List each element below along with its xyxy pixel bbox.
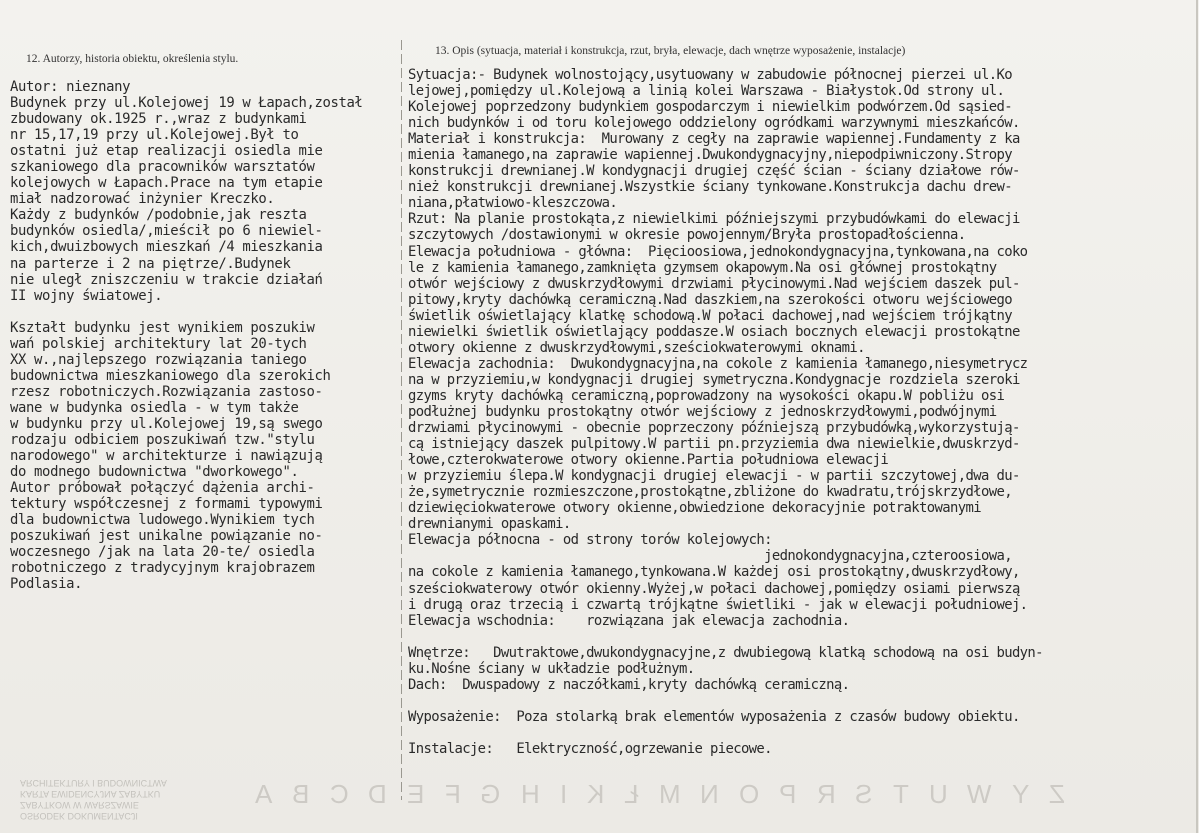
right-text-line: nich budynków i od toru kolejowego oddzielony ogródkami warzywnymi mieszkańców. [408,115,1020,132]
ghost-line: ARCHITEKTURY I BUDOWNICTWA [20,778,167,788]
left-text-line: nie uległ zniszczeniu w trakcie działań [10,271,323,288]
right-text-line: Wnętrze: Dwutraktowe,dwukondygnacyjne,z dwubiegową klatką schodową na osi budyn- [408,644,1043,661]
ghost-letter: Y [1011,778,1030,809]
left-text-line: robotniczego z tradycyjnym krajobrazem [10,560,315,577]
right-text-line: Elewacja północna - od strony torów kolejowych: [408,532,772,549]
right-text-line: Instalacje: Elektryczność,ogrzewanie piecowe. [408,740,772,757]
ghost-letter: B [292,778,310,809]
left-text-line: narodowego" w architekturze i nawiązują [10,448,323,465]
left-text-line: kolejowych w Łapach.Prace na tym etapie [10,175,323,192]
left-text-line: wane w budynka osiedla - w tym także [10,399,299,416]
right-text-line [408,629,1043,645]
left-text-line: rzesz robotniczych.Rozwiązania zastoso- [10,383,323,400]
ghost-letter: T [892,778,909,809]
left-text-line: dla budownictwa ludowego.Wynikiem tych [10,512,315,529]
left-text-line: kich,dwuizbowych mieszkań /4 mieszkania [10,239,323,256]
ghost-letter: N [700,778,719,809]
ghost-letter: I [559,778,567,809]
right-text-line: cą istniejący daszek pulpitowy.W partii pn.przyziemia dwa niewielkie,dwuskrzyd- [408,436,1020,453]
left-text-line: miał nadzorować inżynier Kreczko. [10,191,275,208]
right-text-line: lejowej,pomiędzy ul.Kolejową a linią kolei Warszawa - Białystok.Od strony ul. [408,83,1005,100]
bleed-through-alphabet-strip [255,774,1066,814]
right-text-line: niewielki świetlik oświetlający poddasze.W osiach bocznych elewacji prostokątne [408,323,1020,340]
left-text-line: ostatni już etap realizacji osiedla mie [10,143,323,160]
right-text-line: świetlik oświetlający klatkę schodową.W połaci dachowej,nad wejściem trójkątny [408,307,1012,324]
right-section-header: 13. Opis (sytuacja, materiał i konstrukcja, rzut, bryła, elewacje, dach wnętrze wyposażenie, instalacje) [435,45,906,57]
ghost-letter: Ł [624,778,639,809]
ghost-letter: U [928,778,948,809]
right-text-line: Kolejowej poprzedzony budynkiem gospodarczym i niewielkim podwórzem.Od sąsied- [408,99,1012,116]
right-text-line: jednokondygnacyjna,czteroosiowa, [408,548,1012,565]
ghost-letter: H [520,778,540,809]
ghost-letter: S [855,778,873,809]
right-text-line: i drugą oraz trzecią i czwartą trójkątne świetliki - jak w elewacji południowej. [408,596,1028,613]
right-text-line: gzyms kryty dachówką ceramiczną,poprowadzony na wysokości okapu.W pobliżu osi [408,387,1005,404]
ghost-letter: D [368,778,388,809]
right-text-line: łowe,czterokwaterowe otwory okienne.Partia południowa elewacji [408,452,889,469]
left-text-line: zbudowany ok.1925 r.,wraz z budynkami [10,111,307,128]
left-text-line: Każdy z budynków /podobnie,jak reszta [10,207,307,224]
right-text-line: mienia łamanego,na zaprawie wapiennej.Dwukondygnacyjny,niepodpiwniczony.Stropy [408,147,1012,164]
right-text-line: le z kamienia łamanego,zamknięta gzymsem okapowym.Na osi głównej prostokątny [408,259,997,276]
right-text-line: drzwiami płycinowymi - obecnie poprzeczony późniejszą przybudówką,wykorzystują- [408,420,1020,437]
right-text-line [408,693,1043,709]
left-text-line: XX w.,najlepszego rozwiązania taniego [10,351,307,368]
right-text-line: Materiał i konstrukcja: Murowany z cegły na zaprawie wapiennej.Fundamenty z ka [408,131,1020,148]
left-text-line: woczesnego /jak na lata 20-te/ osiedla [10,544,315,561]
ghost-letter: W [967,778,992,809]
right-text-line [408,725,1043,741]
bleed-through-stamp [20,777,167,821]
right-text-line: pitowy,kryty dachówką ceramiczną.Nad daszkiem,na szerokości otworu wejściowego [408,291,1012,308]
left-text-line: wań polskiej architektury lat 20-tych [10,335,307,352]
ghost-letter: F [444,778,461,809]
left-text-line: nr 15,17,19 przy ul.Kolejowej.Był to [10,127,299,144]
right-text-line: Elewacja wschodnia: rozwiązana jak elewacja zachodnia. [408,612,850,629]
left-text-line: Budynek przy ul.Kolejowej 19 w Łapach,został [10,95,363,112]
ghost-letter: E [407,778,425,809]
left-text-line: poszukiwań jest unikalne powiązanie no- [10,528,323,545]
description-text [408,67,1043,757]
ghost-letter: P [779,778,797,809]
left-section-header: 12. Autorzy, historia obiektu, określenia stylu. [26,53,239,65]
right-text-line: w przyziemiu ślepa.W kondygnacji drugiej elewacji - w partii szczytowej,dwa du- [408,468,1020,485]
left-text-line: budynków osiedla/,mieścił po 6 niewiel- [10,223,323,240]
left-text-line: Podlasia. [10,576,83,593]
page-edge [1196,0,1198,833]
right-text-line: niana,płatwiowo-kleszczowa. [408,195,618,212]
right-text-line: drewnianymi opaskami. [408,516,571,533]
ghost-line: KARTA EWIDENCYJNA ZABYTKU [20,789,161,799]
right-text-line: Elewacja zachodnia: Dwukondygnacyjna,na cokole z kamienia łamanego,niesymetrycz [408,355,1028,372]
left-text-line: Autor: nieznany [10,79,131,95]
ghost-letter: A [255,778,273,809]
right-text-line: Rzut: Na planie prostokąta,z niewielkimi późniejszymi przybudówkami do elewacji [408,211,1020,228]
left-text-line: tektury współczesnej z formami typowymi [10,496,323,513]
right-text-line: Elewacja południowa - główna: Pięcioosiowa,jednokondygnacyjna,tynkowana,na coko [408,243,1028,260]
right-text-line: Sytuacja:- Budynek wolnostojący,usytuowany w zabudowie północnej pierzei ul.Ko [408,67,1012,83]
ghost-letter: Z [1049,778,1066,809]
right-text-line: Dach: Dwuspadowy z naczółkami,kryty dachówką ceramiczną. [408,676,850,693]
left-text-line: Autor próbował połączyć dążenia archi- [10,480,315,497]
right-text-line: na w przyziemiu,w kondygnacji drugiej symetryczna.Kondygnacje rozdziela szeroki [408,371,1020,388]
right-text-line: dziewięciokwaterowe otwory okienne,obwiedzione dekoracyjnie potraktowanymi [408,500,981,517]
left-text-line: II wojny światowej. [10,287,163,304]
left-text-line: na parterze i 2 na piętrze/.Budynek [10,255,291,272]
right-text-line: sześciokwaterowy otwór okienny.Wyżej,w połaci dachowej,pomiędzy osiami pierwszą [408,580,1020,597]
left-text-line: szkaniowego dla pracowników warsztatów [10,159,315,176]
right-text-line: szczytowych /dostawionymi w okresie powojennym/Bryła prostopadłościenna. [408,227,966,244]
left-text-line [10,304,363,320]
right-text-line: Wyposażenie: Poza stolarką brak elementów wyposażenia z czasów budowy obiektu. [408,708,1020,725]
right-text-line: ku.Nośne ściany w układzie podłużnym. [408,660,695,677]
ghost-letter: R [816,778,836,809]
ghost-letter: M [658,778,681,809]
left-text-line: w budynku przy ul.Kolejowej 19,są swego [10,415,323,432]
ghost-line: OSRODEK DOKUMENTACJI [20,811,138,821]
right-text-line: konstrukcji drewnianej.W kondygnacji drugiej część ścian - ściany działowe rów- [408,163,1020,180]
ghost-letter: C [329,778,349,809]
right-text-line: nież konstrukcji drewnianej.Wszystkie ściany tynkowane.Konstrukcja dachu drew- [408,179,1012,196]
right-text-line: otwory okienne z dwuskrzydłowymi,sześciokwaterowymi oknami. [408,339,865,356]
right-text-line: podłużnej budynku prostokątny otwór wejściowy z jednoskrzydłowymi,podwójnymi [408,403,997,420]
right-text-line: otwór wejściowy z dwuskrzydłowymi drzwiami płycinowymi.Nad wejściem daszek pul- [408,275,1020,292]
ghost-line: ZABYTKOW W WARSZAWIE [20,800,139,810]
left-text-line: Kształt budynku jest wynikiem poszukiw [10,319,315,336]
ghost-letter: O [739,778,760,809]
left-text-line: rodzaju odbiciem poszukiwań tzw."stylu [10,432,315,449]
left-text-line: budownictwa mieszkaniowego dla szerokich [10,367,331,384]
column-divider [401,40,402,800]
right-text-line: na cokole z kamienia łamanego,tynkowana.W każdej osi prostokątny,dwuskrzydłowy, [408,564,1020,581]
ghost-letter: G [480,778,501,809]
right-text-line: że,symetrycznie rozmieszczone,prostokątne,zbliżone do kwadratu,trójskrzydłowe, [408,484,1012,501]
authors-history-text [10,79,363,593]
ghost-letter: K [586,778,605,809]
left-text-line: do modnego budownictwa "dworkowego". [10,464,299,481]
